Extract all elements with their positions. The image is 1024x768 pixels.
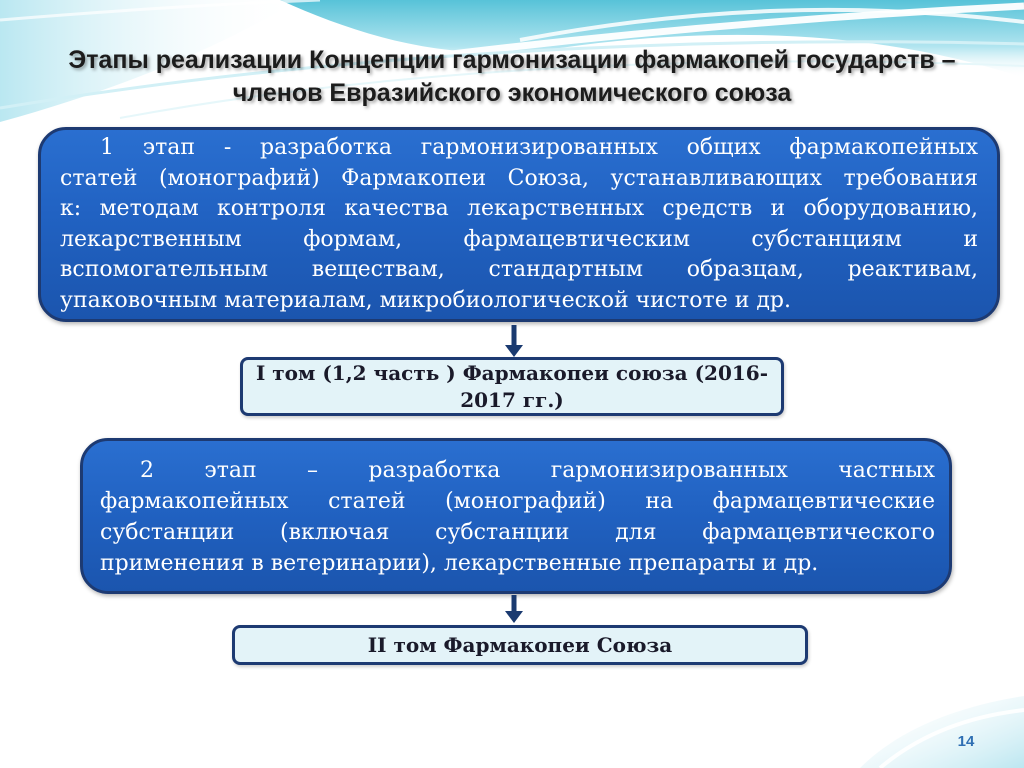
stage-2-text-line: 2 этап – разработка гармонизированных частных bbox=[140, 458, 935, 483]
volume-1-text-line: I том (1,2 часть ) Фармакопеи союза (2016- bbox=[255, 361, 769, 385]
stage-2-text-line: фармакопейных статей (монографий) на фармацевтические bbox=[100, 489, 935, 514]
slide-title bbox=[0, 44, 1024, 110]
stage-1-text-line: лекарственным формам, фармацевтическим субстанциям и bbox=[60, 226, 978, 252]
stage-1-text-line: к: методам контроля качества лекарственных средств и оборудованию, bbox=[60, 196, 978, 221]
stage-2-text-line: субстанции (включая субстанции для фармацевтического bbox=[100, 520, 935, 545]
volume-2-label: II том Фармакопеи Союза bbox=[367, 633, 673, 657]
slide-title-line: членов Евразийского экономического союза bbox=[232, 79, 792, 107]
stage-1-text-line: статей (монографий) Фармакопеи Союза, устанавливающих требования bbox=[60, 165, 978, 191]
down-arrow-icon bbox=[503, 324, 525, 358]
stage-1-box bbox=[38, 127, 1000, 322]
page-number: 14 bbox=[957, 733, 975, 750]
volume-2-box bbox=[232, 625, 808, 665]
stage-1-text-line: вспомогательным веществам, стандартным образцам, реактивам, bbox=[60, 257, 978, 282]
stage-1-text-line: упаковочным материалам, микробиологической чистоте и др. bbox=[60, 287, 792, 313]
stage-2-text-line: применения в ветеринарии), лекарственные препараты и др. bbox=[100, 551, 819, 576]
volume-1-text-line: 2017 гг.) bbox=[460, 387, 564, 412]
volume-1-box bbox=[240, 357, 784, 416]
slide-title-line: Этапы реализации Концепции гармонизации фармакопей государств – bbox=[68, 46, 956, 74]
down-arrow-icon bbox=[503, 594, 525, 624]
stage-1-text-line: 1 этап - разработка гармонизированных общих фармакопейных bbox=[100, 135, 978, 160]
stage-2-box bbox=[80, 438, 952, 594]
